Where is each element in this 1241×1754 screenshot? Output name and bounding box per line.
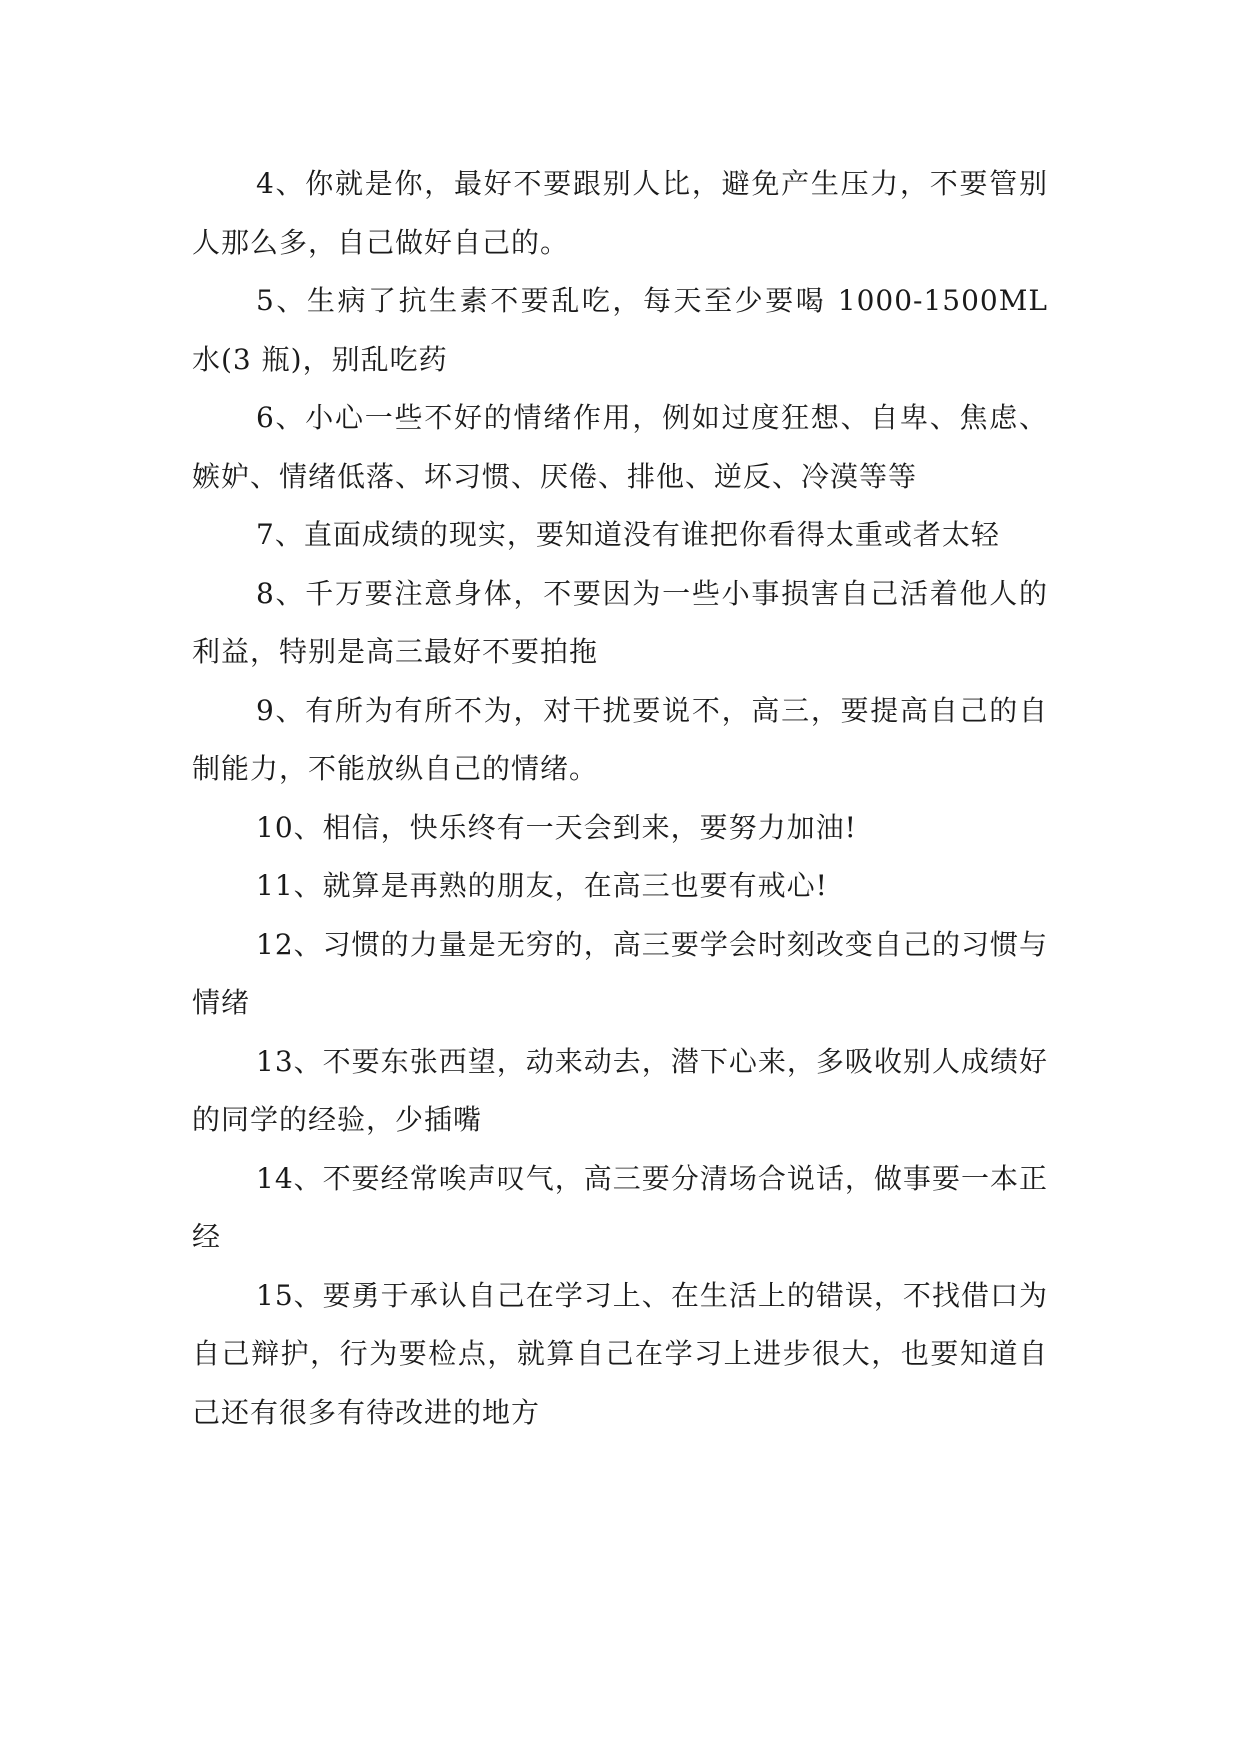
paragraph-11: 11、就算是再熟的朋友，在高三也要有戒心! bbox=[256, 869, 828, 902]
paragraph-6: 6、小心一些不好的情绪作用，例如过度狂想、自卑、焦虑、嫉妒、情绪低落、坏习惯、厌倦、排他、逆反、冷漠等等 bbox=[192, 401, 1048, 493]
paragraph-13: 13、不要东张西望，动来动去，潜下心来，多吸收别人成绩好的同学的经验，少插嘴 bbox=[192, 1044, 1048, 1136]
document-page bbox=[192, 155, 1048, 1442]
paragraph-12: 12、习惯的力量是无穷的，高三要学会时刻改变自己的习惯与情绪 bbox=[192, 927, 1048, 1019]
paragraph-15: 15、要勇于承认自己在学习上、在生活上的错误，不找借口为自己辩护，行为要检点，就算自己在学习上进步很大，也要知道自己还有很多有待改进的地方 bbox=[192, 1278, 1048, 1429]
paragraph-8: 8、千万要注意身体，不要因为一些小事损害自己活着他人的利益，特别是高三最好不要拍拖 bbox=[192, 576, 1048, 668]
paragraph-4: 4、你就是你，最好不要跟别人比，避免产生压力，不要管别人那么多，自己做好自己的。 bbox=[192, 167, 1048, 259]
paragraph-10: 10、相信，快乐终有一天会到来，要努力加油! bbox=[256, 810, 857, 844]
paragraph-7: 7、直面成绩的现实，要知道没有谁把你看得太重或者太轻 bbox=[256, 518, 1000, 551]
paragraph-14: 14、不要经常唉声叹气，高三要分清场合说话，做事要一本正经 bbox=[192, 1161, 1048, 1253]
paragraph-9: 9、有所为有所不为，对干扰要说不，高三，要提高自己的自制能力，不能放纵自己的情绪。 bbox=[192, 693, 1048, 785]
paragraph-5: 5、生病了抗生素不要乱吃，每天至少要喝 1000-1500ML 水(3 瓶)，别乱吃药 bbox=[192, 284, 1048, 376]
